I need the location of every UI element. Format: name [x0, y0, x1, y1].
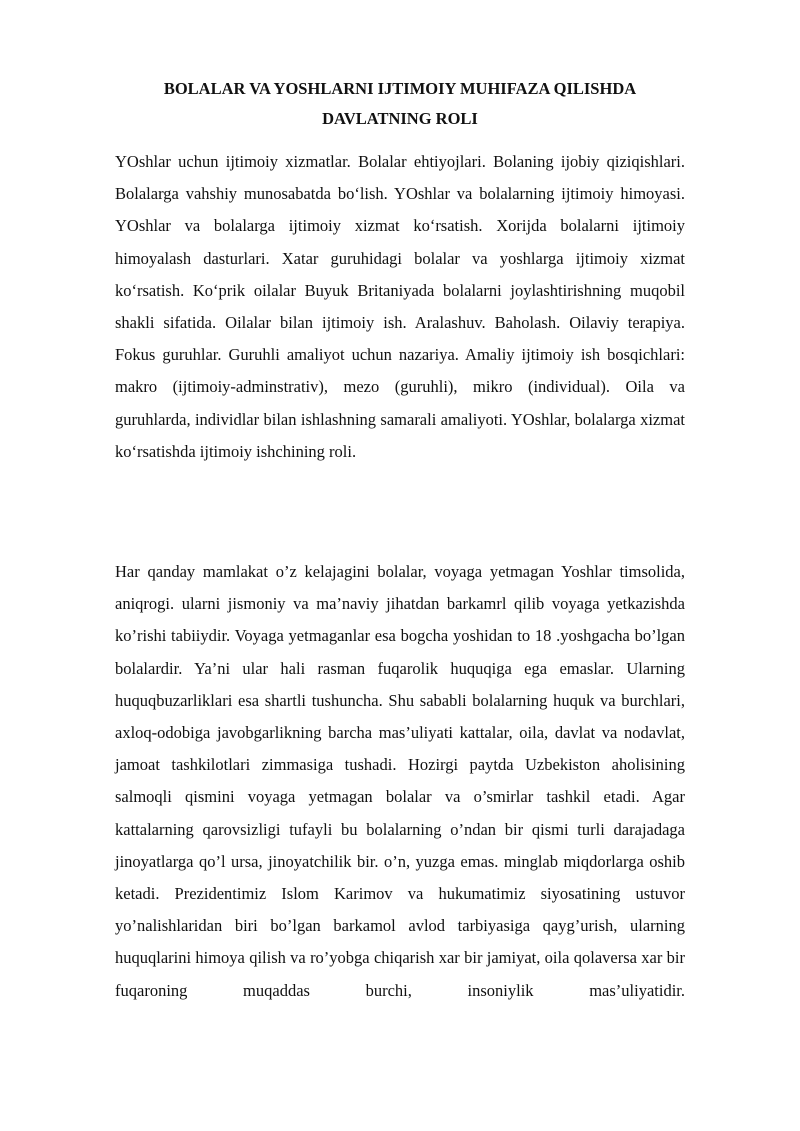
document-title	[115, 74, 685, 134]
paragraph-main: Har qanday mamlakat o’z kelajagini bolalar, voyaga yetmagan Yoshlar timsolida, aniqrogi. ularni jismoniy va ma’naviy jihatdan barkamrl qilib voyaga yetkazishda ko’rishi tabiiydir. Voyaga yetmaganlar esa bogcha yoshidan to 18 .yoshgacha bo’lgan bolalardir. Ya’ni ular hali rasman fuqarolik huquqiga ega emaslar. Ularning huquqbuzarliklari esa shartli tushuncha. Shu sababli bolalarning huquk va burchlari, axloq-odobiga javobgarlikning barcha mas’uliyati kattalar, oila, davlat va nodavlat, jamoat tashkilotlari zimmasiga tushadi. Hozirgi paytda Uzbekiston aholisining salmoqli qismini voyaga yetmagan bolalar va o’smirlar tashkil etadi. Agar kattalarning qarovsizligi tufayli bu bolalarning o’ndan bir qismi turli darajadaga jinoyatlarga qo’l ursa, jinoyatchilik bir. o’n, yuzga emas. minglab miqdorlarga oshib ketadi. Prezidentimiz Islom Karimov va hukumatimiz siyosatining ustuvor yo’nalishlaridan biri bo’lgan barkamol avlod tarbiyasiga qayg’urish, ularning huquqlarini himoya qilish va ro’yobga chiqarish xar bir jamiyat, oila qolaversa xar bir fuqaroning muqaddas burchi, insoniylik mas’uliyatidir.	[115, 562, 685, 1000]
title-line-1: BOLALAR VA YOSHLARNI IJTIMOIY MUHIFAZA QILISHDA	[163, 79, 637, 98]
document-page	[115, 74, 685, 1007]
paragraph-summary: YOshlar uchun ijtimoiy xizmatlar. Bolalar ehtiyojlari. Bolaning ijobiy qiziqishlari. Bolalarga vahshiy munosabatda bo‘lish. YOshlar va bolalarning ijtimoiy himoyasi. YOshlar va bolalarga ijtimoiy xizmat ko‘rsatish. Xorijda bolalarni ijtimoiy himoyalash dasturlari. Xatar guruhidagi bolalar va yoshlarga ijtimoiy xizmat ko‘rsatish. Ko‘prik oilalar Buyuk Britaniyada bolalarni joylashtirishning muqobil shakli sifatida. Oilalar bilan ijtimoiy ish. Aralashuv. Baholash. Oilaviy terapiya. Fokus guruhlar. Guruhli amaliyot uchun nazariya. Amaliy ijtimoiy ish bosqichlari: makro (ijtimoiy-adminstrativ), mezo (guruhli), mikro (individual). Oila va guruhlarda, individlar bilan ishlashning samarali amaliyoti. YOshlar, bolalarga xizmat ko‘rsatishda ijtimoiy ishchining roli.	[115, 152, 685, 461]
title-line-2: DAVLATNING ROLI	[322, 109, 478, 128]
